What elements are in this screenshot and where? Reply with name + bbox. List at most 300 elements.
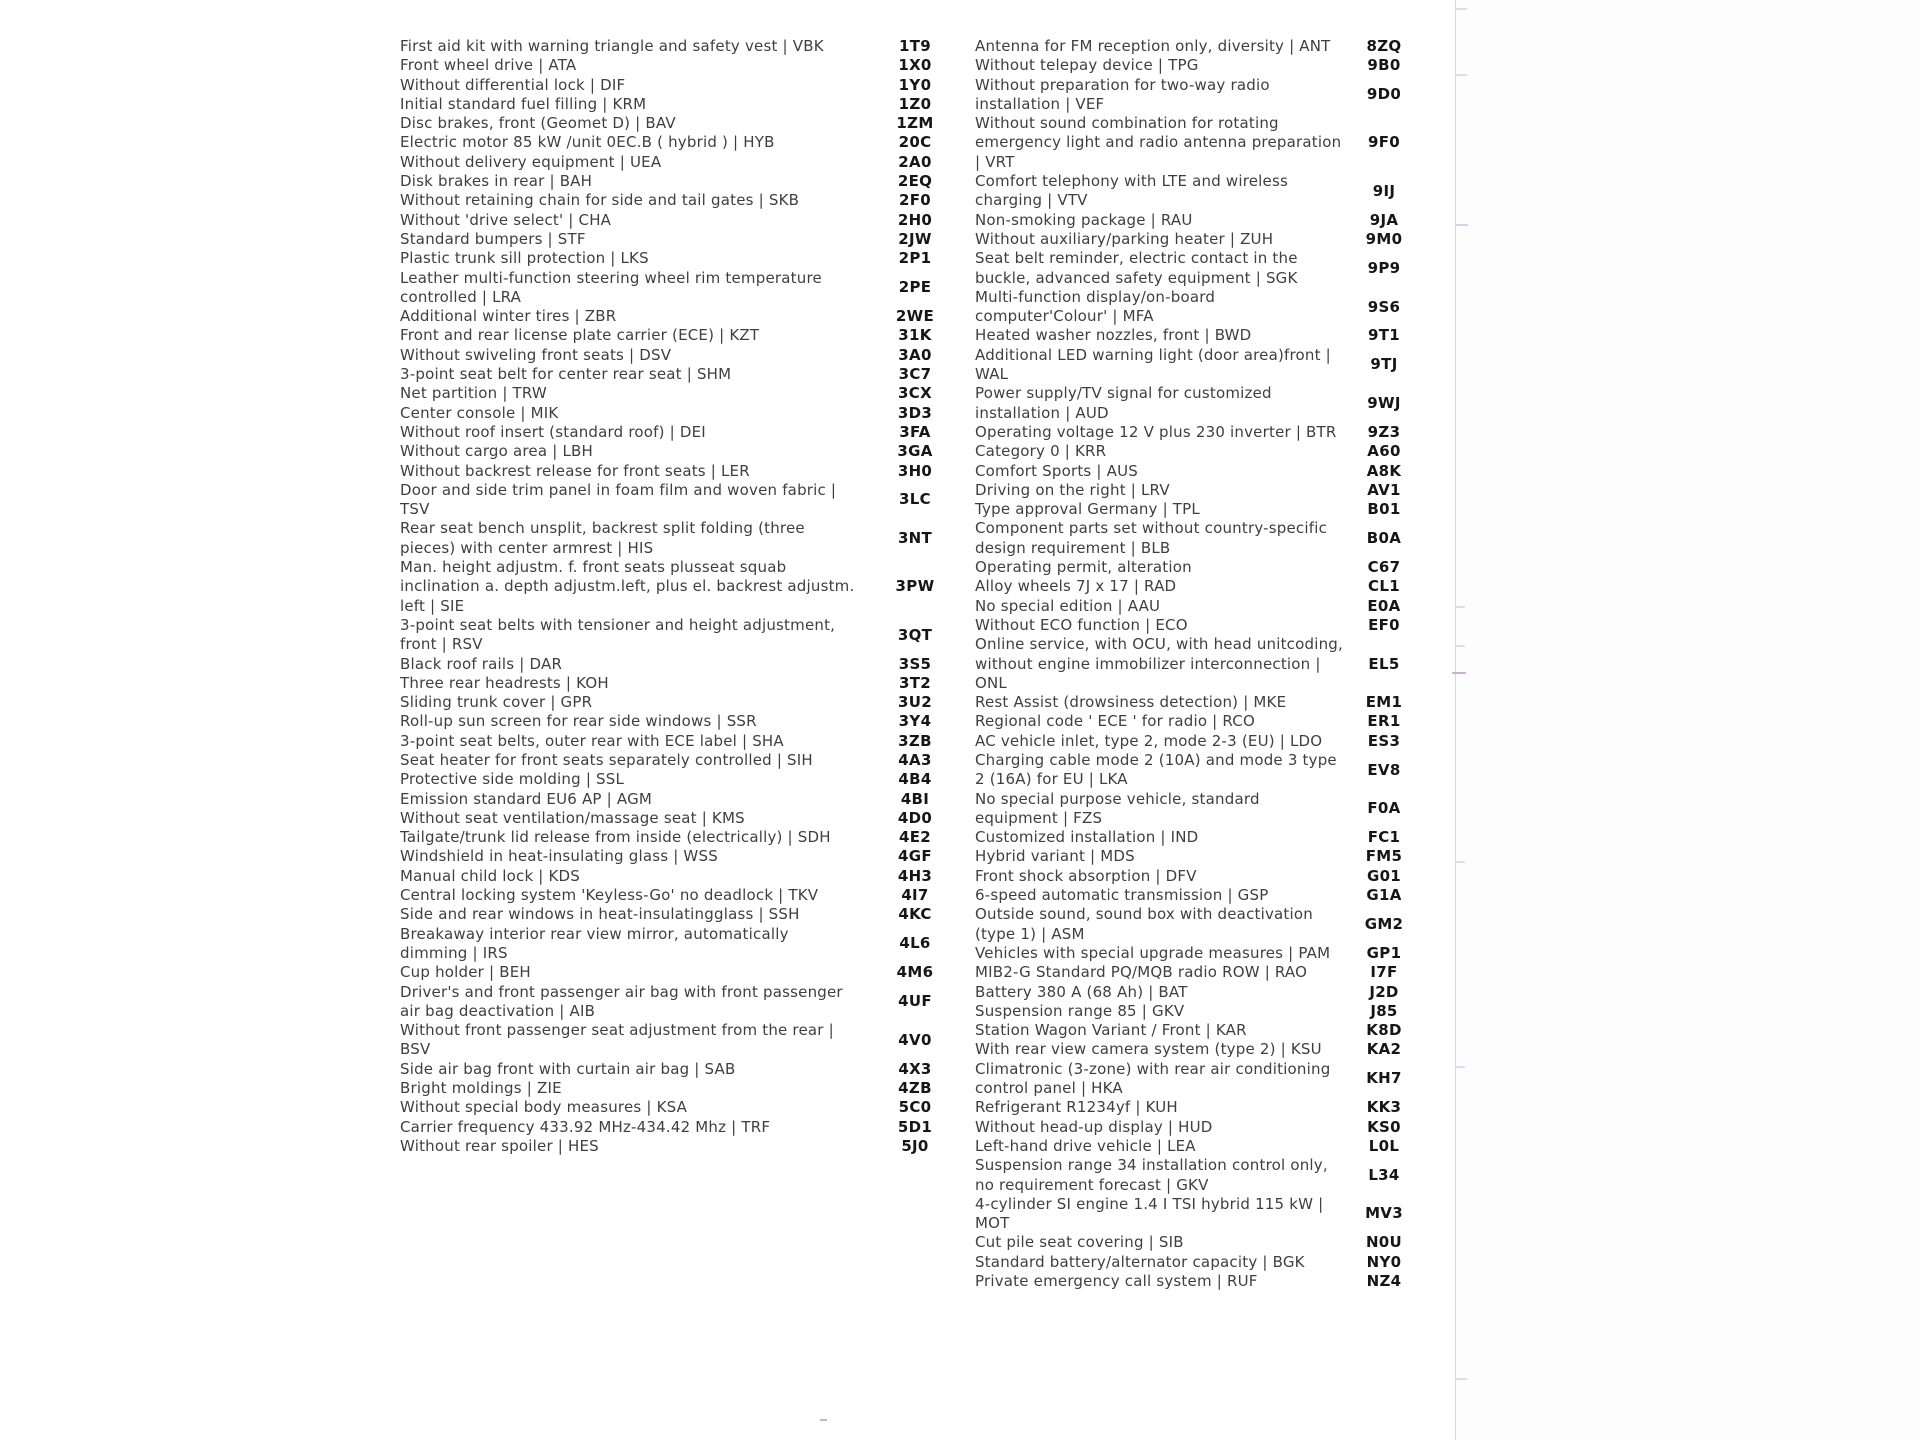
option-code: 3A0 — [898, 345, 932, 364]
option-row — [975, 76, 1423, 115]
option-code: K8D — [1366, 1021, 1402, 1040]
option-description: Without head-up display | HUD — [975, 1117, 1213, 1136]
option-code: 1Z0 — [898, 94, 932, 113]
option-description: Private emergency call system | RUF — [975, 1272, 1258, 1290]
option-code: NY0 — [1366, 1252, 1402, 1271]
option-code: 5D1 — [897, 1117, 933, 1136]
option-row — [400, 712, 975, 731]
option-row — [400, 674, 975, 693]
option-code: F0A — [1367, 799, 1401, 818]
option-code: AV1 — [1367, 480, 1401, 499]
option-row — [975, 616, 1423, 635]
option-row — [975, 114, 1423, 172]
option-code: 3Y4 — [898, 712, 932, 731]
option-description: 4-cylinder SI engine 1.4 I TSI hybrid 115 kW | MOT — [975, 1194, 1324, 1233]
option-code: B01 — [1367, 500, 1401, 519]
option-row — [975, 558, 1423, 577]
option-description: Power supply/TV signal for customized installation | AUD — [975, 384, 1272, 422]
option-code: 9T1 — [1367, 326, 1400, 345]
option-description: Windshield in heat-insulating glass | WSS — [400, 847, 718, 866]
option-code: J2D — [1369, 982, 1399, 1001]
option-description: Rest Assist (drowsiness detection) | MKE — [975, 693, 1287, 712]
option-code: C67 — [1367, 558, 1401, 577]
option-description: Without telepay device | TPG — [975, 56, 1199, 75]
option-description: Door and side trim panel in foam film and woven fabric | TSV — [400, 480, 837, 519]
option-description: Breakaway interior rear view mirror, automatically dimming | IRS — [400, 924, 789, 962]
option-description: Station Wagon Variant / Front | KAR — [975, 1021, 1247, 1040]
option-description: AC vehicle inlet, type 2, mode 2-3 (EU) | LDO — [975, 731, 1323, 750]
option-code: 2F0 — [898, 191, 932, 210]
option-row — [400, 76, 975, 95]
option-code: NZ4 — [1366, 1272, 1402, 1290]
option-description: Multi-function display/on-board computer'Colour' | MFA — [975, 287, 1216, 326]
option-row — [975, 1021, 1423, 1040]
option-description: Disc brakes, front (Geomet D) | BAV — [400, 114, 676, 133]
option-code: 4ZB — [898, 1079, 932, 1098]
option-description: Seat heater for front seats separately controlled | SIH — [400, 750, 813, 769]
option-description: Refrigerant R1234yf | KUH — [975, 1098, 1178, 1117]
option-row — [400, 384, 975, 403]
option-code: 9D0 — [1366, 85, 1402, 104]
option-description: Leather multi-function steering wheel rim temperature controlled | LRA — [400, 268, 822, 306]
option-description: Seat belt reminder, electric contact in the buckle, advanced safety equipment | SGK — [975, 249, 1298, 287]
option-description: Cut pile seat covering | SIB — [975, 1233, 1184, 1252]
option-code: 3U2 — [898, 693, 932, 712]
option-code: 3PW — [895, 577, 935, 596]
option-description: Non-smoking package | RAU — [975, 210, 1193, 229]
option-code: EL5 — [1368, 654, 1400, 673]
option-description: Electric motor 85 kW /unit 0EC.B ( hybrid ) | HYB — [400, 133, 775, 152]
option-row — [975, 1156, 1423, 1195]
options-table-right — [975, 37, 1423, 1291]
option-row — [400, 790, 975, 809]
scan-artifact-tick — [1455, 1378, 1467, 1380]
option-row — [400, 269, 975, 308]
scan-artifact-dot — [820, 1419, 827, 1421]
option-description: Center console | MIK — [400, 403, 559, 422]
option-code: EF0 — [1368, 615, 1400, 634]
option-row — [975, 983, 1423, 1002]
option-code: FC1 — [1367, 828, 1401, 847]
option-row — [975, 886, 1423, 905]
option-row — [400, 616, 975, 655]
option-code: 4GF — [898, 847, 932, 866]
option-code: EM1 — [1365, 693, 1403, 712]
option-code: FM5 — [1365, 847, 1403, 866]
option-code: 3ZB — [898, 731, 932, 750]
option-description: Driving on the right | LRV — [975, 480, 1170, 499]
option-code: 3FA — [899, 422, 931, 441]
option-row — [975, 790, 1423, 829]
option-row — [975, 500, 1423, 519]
option-row — [975, 1233, 1423, 1252]
option-code: 5J0 — [901, 1136, 929, 1155]
option-description: Online service, with OCU, with head unitcoding, without engine immobilizer interconnection | ONL — [975, 635, 1343, 692]
option-code: J85 — [1370, 1001, 1398, 1020]
option-row — [975, 481, 1423, 500]
option-row — [400, 1118, 975, 1137]
option-description: Climatronic (3-zone) with rear air conditioning control panel | HKA — [975, 1059, 1331, 1098]
option-description: 3-point seat belt for center rear seat | SHM — [400, 365, 732, 384]
option-code: 9IJ — [1372, 181, 1396, 200]
option-description: Front wheel drive | ATA — [400, 56, 577, 75]
option-row — [400, 326, 975, 345]
option-row — [400, 423, 975, 442]
option-row — [975, 37, 1423, 56]
option-code: 1Y0 — [898, 75, 932, 94]
option-code: 4L6 — [899, 934, 931, 953]
option-row — [975, 828, 1423, 847]
option-row — [975, 732, 1423, 751]
option-description: Protective side molding | SSL — [400, 770, 625, 789]
option-code: 4M6 — [896, 963, 934, 982]
option-code: 4UF — [898, 992, 932, 1011]
option-description: No special purpose vehicle, standard equipment | FZS — [975, 789, 1260, 827]
option-description: Sliding trunk cover | GPR — [400, 693, 593, 712]
option-description: Without delivery equipment | UEA — [400, 152, 662, 171]
option-row — [975, 1060, 1423, 1099]
option-description: Front and rear license plate carrier (ECE) | KZT — [400, 326, 760, 345]
option-description: With rear view camera system (type 2) | KSU — [975, 1040, 1322, 1059]
option-row — [975, 1040, 1423, 1059]
option-row — [400, 751, 975, 770]
option-description: Front shock absorption | DFV — [975, 866, 1197, 885]
option-code: L0L — [1368, 1136, 1400, 1155]
option-description: Without retaining chain for side and tail gates | SKB — [400, 191, 800, 210]
option-description: Disk brakes in rear | BAH — [400, 172, 593, 191]
option-row — [400, 655, 975, 674]
option-row — [400, 133, 975, 152]
option-description: Net partition | TRW — [400, 384, 547, 403]
option-row — [400, 462, 975, 481]
option-row — [400, 56, 975, 75]
option-row — [975, 172, 1423, 211]
option-code: 1T9 — [898, 37, 931, 55]
option-code: EV8 — [1367, 760, 1401, 779]
option-row — [400, 983, 975, 1022]
option-row — [975, 384, 1423, 423]
option-description: Without ECO function | ECO — [975, 615, 1188, 634]
option-row — [400, 153, 975, 172]
option-code: 9S6 — [1367, 297, 1401, 316]
option-row — [975, 249, 1423, 288]
option-row — [975, 1098, 1423, 1117]
option-code: 1ZM — [896, 114, 934, 133]
option-code: 5C0 — [898, 1098, 932, 1117]
option-description: Vehicles with special upgrade measures | PAM — [975, 943, 1331, 962]
option-code: 9TJ — [1370, 355, 1398, 374]
option-code: A60 — [1367, 442, 1401, 461]
option-row — [975, 577, 1423, 596]
option-description: Customized installation | IND — [975, 828, 1199, 847]
option-description: Component parts set without country-specific design requirement | BLB — [975, 519, 1328, 557]
option-description: 6-speed automatic transmission | GSP — [975, 886, 1269, 905]
option-code: 3S5 — [898, 654, 932, 673]
option-row — [400, 519, 975, 558]
option-row — [975, 963, 1423, 982]
option-row — [400, 365, 975, 384]
option-description: Operating voltage 12 V plus 230 inverter | BTR — [975, 422, 1337, 441]
option-description: Rear seat bench unsplit, backrest split folding (three pieces) with center armrest | HIS — [400, 519, 805, 557]
option-code: 9M0 — [1365, 229, 1403, 248]
option-code: 4V0 — [898, 1030, 932, 1049]
scan-artifact-tick — [1452, 672, 1466, 674]
option-description: Without cargo area | LBH — [400, 442, 593, 461]
option-description: Carrier frequency 433.92 MHz-434.42 Mhz | TRF — [400, 1117, 771, 1136]
option-description: Comfort telephony with LTE and wireless charging | VTV — [975, 172, 1289, 210]
option-description: Without backrest release for front seats | LER — [400, 461, 750, 480]
option-code: 2WE — [895, 307, 935, 326]
option-code: ER1 — [1367, 712, 1401, 731]
option-description: Cup holder | BEH — [400, 963, 531, 982]
option-description: Central locking system 'Keyless-Go' no deadlock | TKV — [400, 886, 819, 905]
page-edge-area — [1456, 0, 1920, 1440]
option-description: Side and rear windows in heat-insulatingglass | SSH — [400, 905, 800, 924]
option-description: Three rear headrests | KOH — [400, 673, 609, 692]
option-code: E0A — [1367, 596, 1401, 615]
option-description: Without roof insert (standard roof) | DEI — [400, 422, 706, 441]
option-code: N0U — [1365, 1233, 1403, 1252]
option-description: Alloy wheels 7J x 17 | RAD — [975, 577, 1177, 596]
scan-artifact-tick — [1455, 861, 1465, 863]
page-edge-divider — [1455, 0, 1456, 1440]
option-row — [975, 56, 1423, 75]
option-description: Without auxiliary/parking heater | ZUH — [975, 229, 1274, 248]
option-code: 3D3 — [897, 403, 933, 422]
option-description: Charging cable mode 2 (10A) and mode 3 type 2 (16A) for EU | LKA — [975, 750, 1337, 789]
option-description: No special edition | AAU — [975, 596, 1161, 615]
option-code: 4B4 — [898, 770, 932, 789]
option-description: Without special body measures | KSA — [400, 1098, 688, 1117]
option-description: Bright moldings | ZIE — [400, 1079, 562, 1098]
option-code: 9P9 — [1367, 258, 1401, 277]
option-code: KH7 — [1366, 1069, 1402, 1088]
option-code: KS0 — [1367, 1117, 1401, 1136]
option-description: Type approval Germany | TPL — [975, 500, 1200, 519]
option-row — [975, 1253, 1423, 1272]
option-row — [400, 1021, 975, 1060]
option-description: Heated washer nozzles, front | BWD — [975, 326, 1252, 345]
option-row — [400, 346, 975, 365]
option-description: Black roof rails | DAR — [400, 654, 563, 673]
option-code: 3NT — [897, 529, 933, 548]
option-code: KA2 — [1366, 1040, 1402, 1059]
option-row — [400, 481, 975, 520]
option-code: 2H0 — [897, 210, 933, 229]
option-code: 3C7 — [898, 365, 932, 384]
option-row — [975, 597, 1423, 616]
option-code: KK3 — [1366, 1098, 1402, 1117]
option-description: Outside sound, sound box with deactivation (type 1) | ASM — [975, 905, 1313, 943]
option-code: ES3 — [1367, 731, 1401, 750]
option-code: 4A3 — [898, 750, 932, 769]
option-row — [400, 1079, 975, 1098]
option-row — [400, 732, 975, 751]
scan-artifact-tick — [1455, 645, 1465, 647]
option-code: 1X0 — [898, 56, 932, 75]
option-code: 2JW — [898, 229, 932, 248]
option-row — [400, 867, 975, 886]
option-code: A8K — [1366, 461, 1402, 480]
option-row — [975, 230, 1423, 249]
option-description: Standard battery/alternator capacity | BGK — [975, 1252, 1305, 1271]
option-row — [975, 211, 1423, 230]
option-description: Left-hand drive vehicle | LEA — [975, 1136, 1196, 1155]
option-code: 4X3 — [898, 1059, 932, 1078]
option-code: 9F0 — [1367, 133, 1401, 152]
option-row — [400, 37, 975, 56]
option-code: 3H0 — [897, 461, 933, 480]
option-code: MV3 — [1365, 1204, 1403, 1223]
option-row — [400, 886, 975, 905]
option-row — [975, 847, 1423, 866]
option-description: First aid kit with warning triangle and safety vest | VBK — [400, 37, 824, 55]
option-description: Suspension range 34 installation control only, no requirement forecast | GKV — [975, 1156, 1328, 1194]
option-row — [400, 211, 975, 230]
scan-artifact-tick — [1455, 74, 1467, 76]
option-row — [400, 191, 975, 210]
option-description: Comfort Sports | AUS — [975, 461, 1138, 480]
option-row — [975, 712, 1423, 731]
option-code: GM2 — [1364, 915, 1404, 933]
option-description: Without rear spoiler | HES — [400, 1136, 599, 1155]
option-description: Antenna for FM reception only, diversity | ANT — [975, 37, 1331, 55]
option-code: 3LC — [899, 490, 931, 509]
option-description: Initial standard fuel filling | KRM — [400, 94, 647, 113]
option-row — [400, 1098, 975, 1117]
option-description: Without sound combination for rotating emergency light and radio antenna preparation | VRT — [975, 114, 1342, 171]
option-row — [400, 925, 975, 964]
option-description: Plastic trunk sill protection | LKS — [400, 249, 649, 268]
option-description: 3-point seat belts with tensioner and height adjustment, front | RSV — [400, 615, 836, 654]
option-row — [975, 693, 1423, 712]
option-description: Without front passenger seat adjustment from the rear | BSV — [400, 1021, 834, 1059]
option-code: 3GA — [897, 442, 933, 461]
option-description: Man. height adjustm. f. front seats plusseat squab inclination a. depth adjustm.left, plus el. backrest adjustm. left | SIE — [400, 558, 855, 615]
option-row — [400, 1060, 975, 1079]
option-code: 4E2 — [898, 828, 932, 847]
option-row — [975, 1002, 1423, 1021]
option-description: Additional winter tires | ZBR — [400, 307, 617, 326]
option-row — [975, 1118, 1423, 1137]
option-description: Emission standard EU6 AP | AGM — [400, 789, 653, 808]
option-row — [400, 95, 975, 114]
option-description: Without seat ventilation/massage seat | KMS — [400, 808, 745, 827]
option-code: 4I7 — [901, 886, 929, 905]
option-row — [400, 828, 975, 847]
option-description: Manual child lock | KDS — [400, 866, 581, 885]
option-code: 20C — [898, 133, 932, 152]
option-row — [400, 230, 975, 249]
option-code: 3QT — [897, 625, 933, 644]
option-row — [400, 809, 975, 828]
option-code: 9WJ — [1367, 393, 1401, 412]
option-row — [400, 442, 975, 461]
option-row — [400, 905, 975, 924]
option-code: 2A0 — [898, 152, 932, 171]
option-description: Category 0 | KRR — [975, 442, 1107, 461]
option-row — [400, 172, 975, 191]
option-code: 4KC — [898, 905, 932, 924]
option-code: I7F — [1370, 963, 1398, 982]
option-code: 9JA — [1369, 210, 1399, 229]
option-row — [975, 346, 1423, 385]
option-row — [975, 944, 1423, 963]
option-code: 4BI — [900, 789, 930, 808]
option-description: MIB2-G Standard PQ/MQB radio ROW | RAO — [975, 963, 1308, 982]
option-row — [400, 558, 975, 616]
option-row — [975, 326, 1423, 345]
option-row — [975, 867, 1423, 886]
scan-artifact-tick — [1455, 8, 1467, 10]
option-description: Side air bag front with curtain air bag | SAB — [400, 1059, 736, 1078]
option-row — [975, 905, 1423, 944]
option-row — [400, 404, 975, 423]
option-row — [400, 847, 975, 866]
option-description: Regional code ' ECE ' for radio | RCO — [975, 712, 1255, 731]
option-row — [400, 693, 975, 712]
options-table-left — [400, 37, 975, 1156]
option-description: Without differential lock | DIF — [400, 75, 626, 94]
option-code: L34 — [1368, 1165, 1400, 1184]
option-code: CL1 — [1368, 577, 1400, 596]
option-row — [975, 288, 1423, 327]
option-description: Roll-up sun screen for rear side windows | SSR — [400, 712, 757, 731]
option-code: 3T2 — [898, 673, 931, 692]
option-description: Suspension range 85 | GKV — [975, 1001, 1185, 1020]
option-code: 3CX — [898, 384, 932, 403]
option-row — [400, 1137, 975, 1156]
scan-artifact-tick — [1455, 606, 1465, 608]
option-description: Tailgate/trunk lid release from inside (electrically) | SDH — [400, 828, 831, 847]
option-row — [400, 114, 975, 133]
option-row — [975, 751, 1423, 790]
option-row — [975, 635, 1423, 693]
option-code: 31K — [898, 326, 932, 345]
option-row — [975, 1195, 1423, 1234]
option-code: G1A — [1366, 886, 1402, 905]
option-row — [400, 249, 975, 268]
option-code: 2EQ — [897, 172, 933, 191]
option-row — [400, 770, 975, 789]
option-description: Operating permit, alteration — [975, 558, 1192, 577]
option-row — [975, 442, 1423, 461]
option-row — [975, 1137, 1423, 1156]
option-code: 4D0 — [897, 808, 933, 827]
scan-artifact-tick — [1455, 1066, 1465, 1068]
option-code: GP1 — [1366, 943, 1402, 962]
option-description: Without swiveling front seats | DSV — [400, 345, 672, 364]
option-code: 8ZQ — [1366, 37, 1402, 55]
option-row — [975, 423, 1423, 442]
option-row — [975, 519, 1423, 558]
option-row — [400, 963, 975, 982]
option-description: 3-point seat belts, outer rear with ECE label | SHA — [400, 731, 784, 750]
option-code: 9Z3 — [1367, 422, 1401, 441]
option-description: Battery 380 A (68 Ah) | BAT — [975, 982, 1188, 1001]
option-code: 2PE — [898, 278, 932, 297]
option-code: 4H3 — [897, 866, 933, 885]
option-row — [975, 1272, 1423, 1291]
option-description: Hybrid variant | MDS — [975, 847, 1135, 866]
option-code: 9B0 — [1367, 56, 1401, 75]
option-row — [400, 307, 975, 326]
option-row — [975, 462, 1423, 481]
scan-artifact-tick — [1455, 224, 1468, 226]
option-description: Additional LED warning light (door area)front | WAL — [975, 345, 1331, 384]
option-code: B0A — [1366, 529, 1402, 548]
option-code: 2P1 — [898, 249, 932, 268]
